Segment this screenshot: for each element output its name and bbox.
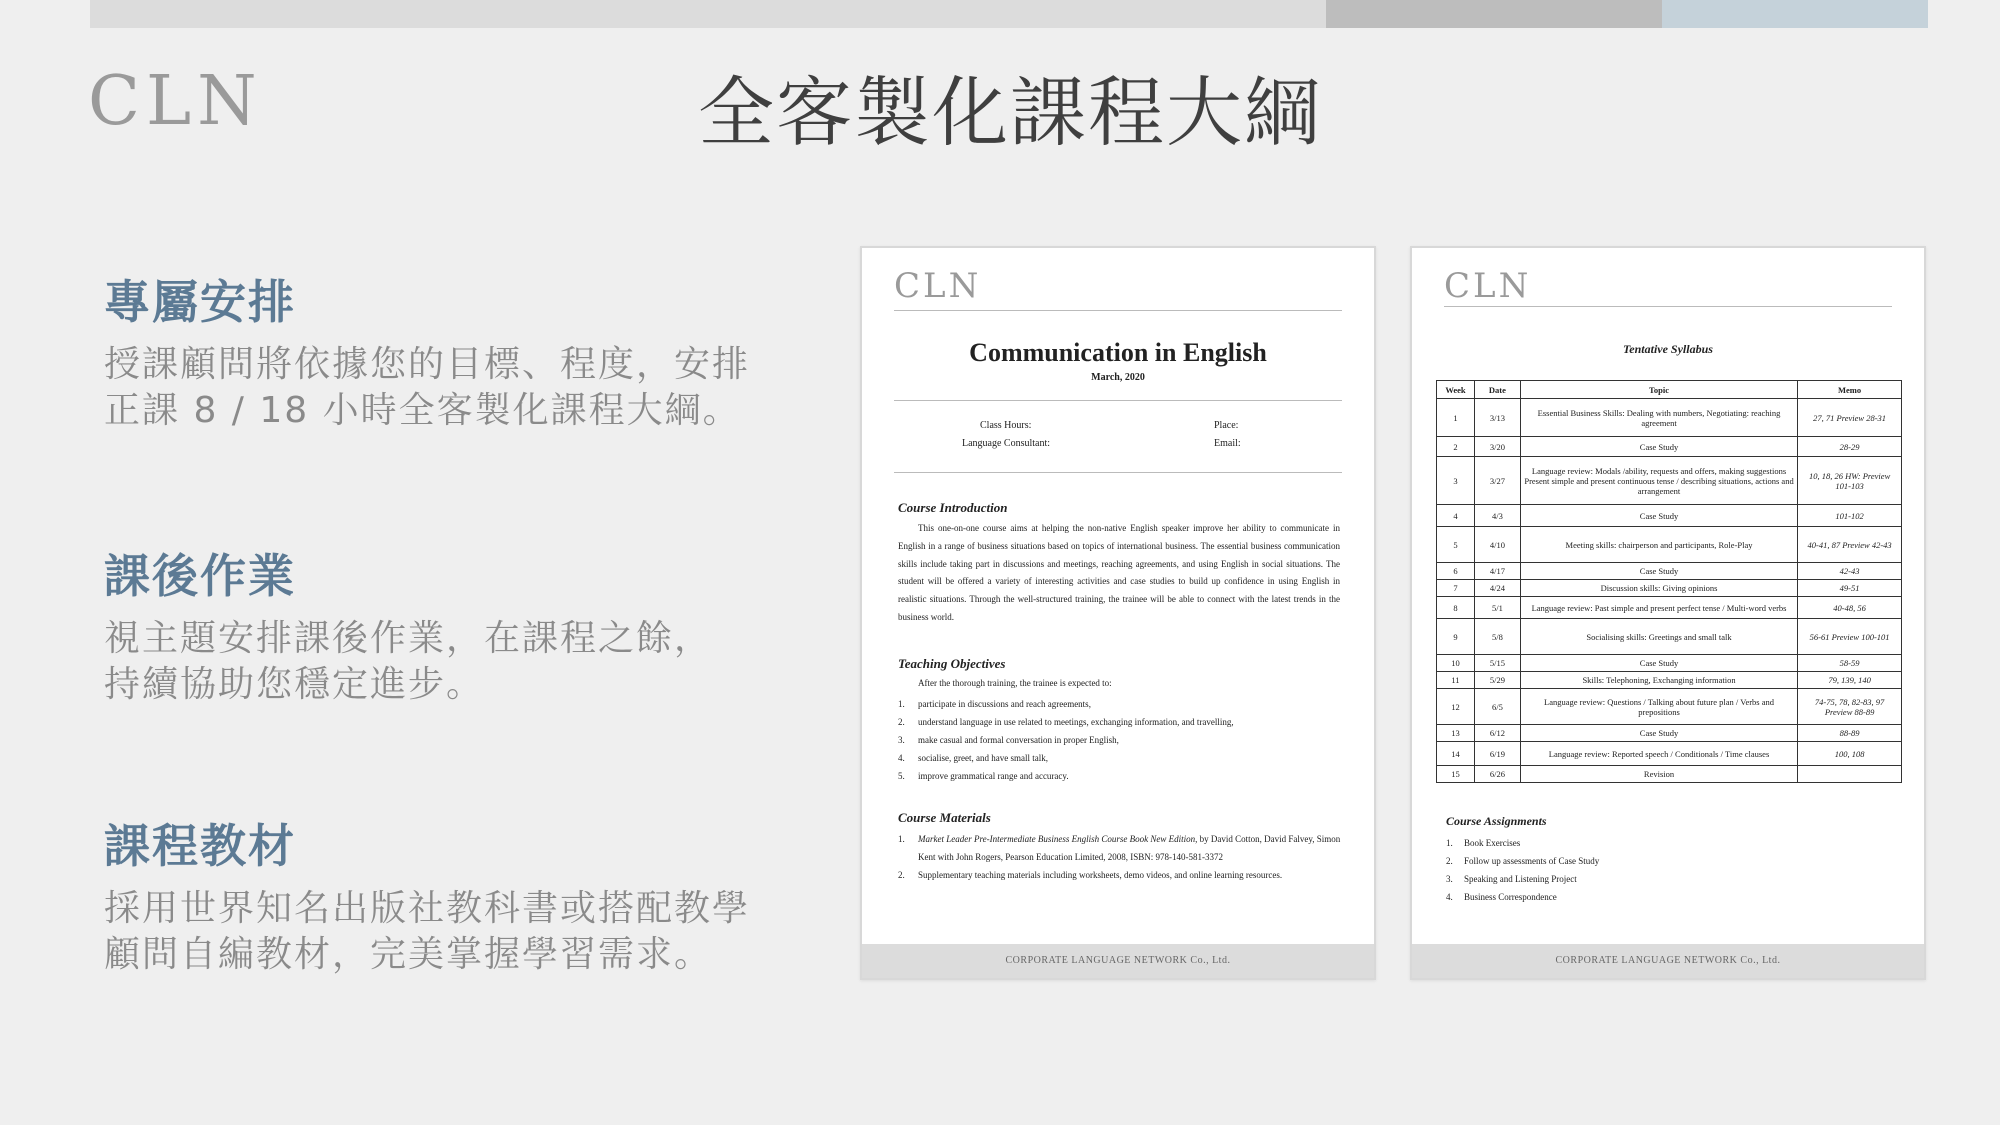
- column-header: Date: [1474, 381, 1520, 399]
- list-item: [898, 713, 1344, 731]
- column-header: Topic: [1520, 381, 1797, 399]
- table-row: [1437, 437, 1902, 457]
- syllabus-table: [1436, 380, 1902, 783]
- email-label: Email:: [1214, 438, 1241, 449]
- memo-cell: 88-89: [1798, 725, 1902, 742]
- topic-cell: Language review: Reported speech / Conditionals / Time clauses: [1520, 742, 1797, 766]
- objectives-intro: After the thorough training, the trainee is expected to:: [918, 678, 1112, 688]
- week-cell: 3: [1437, 457, 1475, 505]
- date-cell: 3/13: [1474, 399, 1520, 437]
- objectives-heading: Teaching Objectives: [898, 656, 1006, 671]
- item-number: 3.: [1446, 874, 1453, 884]
- item-number: 2.: [898, 717, 905, 727]
- item-number: 4.: [1446, 892, 1453, 902]
- item-text: improve grammatical range and accuracy.: [918, 771, 1069, 781]
- assignments-list: [1446, 834, 1599, 906]
- list-item: [898, 731, 1344, 749]
- item-number: 2.: [1446, 856, 1453, 866]
- memo-cell: 74-75, 78, 82-83, 97 Preview 88-89: [1798, 689, 1902, 725]
- feature-heading: 課程教材: [104, 819, 296, 873]
- top-bar-segment-dark: [1326, 0, 1662, 28]
- table-row: [1437, 457, 1902, 505]
- topic-cell: Discussion skills: Giving opinions: [1520, 580, 1797, 597]
- memo-cell: 28-29: [1798, 437, 1902, 457]
- item-text: by David Cotton, David Falvey, Simon Kent with John Rogers, Pearson Education Limited, 2008, ISBN: 978-140-581-3372: [918, 834, 1341, 862]
- feature-description: [104, 616, 804, 708]
- topic-cell: Language review: Questions / Talking about future plan / Verbs and prepositions: [1520, 689, 1797, 725]
- item-number: 1.: [898, 699, 905, 709]
- intro-heading: Course Introduction: [898, 500, 1008, 515]
- place-label: Place:: [1214, 420, 1239, 431]
- date-cell: 6/19: [1474, 742, 1520, 766]
- item-number: 1.: [1446, 838, 1453, 848]
- table-row: [1437, 580, 1902, 597]
- table-row: [1437, 399, 1902, 437]
- divider: [894, 472, 1342, 473]
- class-hours-label: Class Hours:: [980, 420, 1032, 431]
- divider: [894, 400, 1342, 401]
- topic-cell: Essential Business Skills: Dealing with numbers, Negotiating: reaching agreement: [1520, 399, 1797, 437]
- column-header: Week: [1437, 381, 1475, 399]
- memo-cell: 49-51: [1798, 580, 1902, 597]
- feature-section-arrangement: [104, 266, 804, 434]
- top-bar-segment-blue: [1662, 0, 1928, 28]
- table-row: [1437, 742, 1902, 766]
- feature-heading: 課後作業: [104, 549, 296, 603]
- feature-line: 持續協助您穩定進步。: [104, 664, 485, 705]
- memo-cell: 40-48, 56: [1798, 597, 1902, 619]
- table-row: [1437, 527, 1902, 563]
- table-row: [1437, 619, 1902, 655]
- table-row: [1437, 725, 1902, 742]
- week-cell: 9: [1437, 619, 1475, 655]
- top-bar-segment-gray: [90, 0, 1326, 28]
- memo-cell: 10, 18, 26 HW: Preview 101-103: [1798, 457, 1902, 505]
- feature-line: 採用世界知名出版社教科書或搭配教學: [104, 888, 751, 929]
- date-cell: 5/15: [1474, 655, 1520, 672]
- document-date: March, 2020: [1091, 372, 1145, 383]
- date-cell: 4/24: [1474, 580, 1520, 597]
- date-cell: 4/3: [1474, 505, 1520, 527]
- table-row: [1437, 766, 1902, 783]
- list-item: [898, 767, 1344, 785]
- week-cell: 1: [1437, 399, 1475, 437]
- memo-cell: 27, 71 Preview 28-31: [1798, 399, 1902, 437]
- list-item: [1446, 870, 1599, 888]
- week-cell: 8: [1437, 597, 1475, 619]
- materials-heading: Course Materials: [898, 810, 991, 825]
- week-cell: 4: [1437, 505, 1475, 527]
- week-cell: 6: [1437, 563, 1475, 580]
- week-cell: 5: [1437, 527, 1475, 563]
- item-text: Speaking and Listening Project: [1464, 874, 1577, 884]
- divider: [1444, 306, 1892, 307]
- brand-logo: CLN: [88, 62, 263, 141]
- memo-cell: 79, 139, 140: [1798, 672, 1902, 689]
- feature-description: [104, 342, 804, 434]
- list-item: [898, 866, 1344, 884]
- assignments-heading: Course Assignments: [1446, 814, 1547, 828]
- topic-cell: Case Study: [1520, 725, 1797, 742]
- topic-cell: Language review: Modals /ability, requests and offers, making suggestions Present simple and present continuous tense / describing situations, actions and arrangement: [1520, 457, 1797, 505]
- column-header: Memo: [1798, 381, 1902, 399]
- syllabus-table-body: [1437, 399, 1902, 783]
- memo-cell: 100, 108: [1798, 742, 1902, 766]
- item-text: understand language in use related to meetings, exchanging information, and travelling,: [918, 717, 1234, 727]
- list-item: [898, 695, 1344, 713]
- item-text: Supplementary teaching materials including worksheets, demo videos, and online learning resources.: [918, 870, 1283, 880]
- document-logo: CLN: [1444, 266, 1532, 306]
- item-number: 2.: [898, 870, 905, 880]
- week-cell: 7: [1437, 580, 1475, 597]
- list-item: [1446, 834, 1599, 852]
- materials-list: [898, 830, 1344, 884]
- list-item: [898, 749, 1344, 767]
- topic-cell: Case Study: [1520, 563, 1797, 580]
- item-text: Follow up assessments of Case Study: [1464, 856, 1600, 866]
- feature-heading: 專屬安排: [104, 275, 296, 329]
- feature-description: [104, 886, 804, 978]
- memo-cell: 58-59: [1798, 655, 1902, 672]
- page-title: 全客製化課程大綱: [698, 68, 1322, 157]
- date-cell: 5/8: [1474, 619, 1520, 655]
- date-cell: 5/1: [1474, 597, 1520, 619]
- topic-cell: Language review: Past simple and present perfect tense / Multi-word verbs: [1520, 597, 1797, 619]
- item-number: 5.: [898, 771, 905, 781]
- list-item: [1446, 852, 1599, 870]
- week-cell: 11: [1437, 672, 1475, 689]
- topic-cell: Skills: Telephoning, Exchanging information: [1520, 672, 1797, 689]
- course-outline-document: [860, 246, 1376, 980]
- memo-cell: [1798, 766, 1902, 783]
- week-cell: 15: [1437, 766, 1475, 783]
- objectives-list: [898, 695, 1344, 785]
- document-logo: CLN: [894, 266, 982, 306]
- memo-cell: 40-41, 87 Preview 42-43: [1798, 527, 1902, 563]
- top-accent-bar: [90, 0, 1928, 28]
- topic-cell: Case Study: [1520, 655, 1797, 672]
- feature-section-homework: [104, 540, 804, 708]
- table-row: [1437, 672, 1902, 689]
- table-row: [1437, 655, 1902, 672]
- date-cell: 6/26: [1474, 766, 1520, 783]
- week-cell: 13: [1437, 725, 1475, 742]
- list-item: [898, 830, 1344, 866]
- feature-line: 正課 8 / 18 小時全客製化課程大綱。: [104, 390, 741, 431]
- item-text: participate in discussions and reach agreements,: [918, 699, 1091, 709]
- document-footer: CORPORATE LANGUAGE NETWORK Co., Ltd.: [1412, 944, 1924, 978]
- date-cell: 3/20: [1474, 437, 1520, 457]
- intro-body: This one-on-one course aims at helping the non-native English speaker improve her ability to communicate in English in a range of business situations based on topics of international business. The essential business communication skills include taking part in discussions and meetings, reaching agreements, and using English in social situations. The student will be offered a variety of interesting activities and case studies to build up confidence in using English in realistic situations. Through the well-structured training, the trainee will be able to connect with the latest trends in the business world.: [898, 523, 1340, 622]
- syllabus-title: Tentative Syllabus: [1623, 342, 1713, 356]
- week-cell: 12: [1437, 689, 1475, 725]
- document-title: Communication in English: [969, 338, 1267, 367]
- feature-section-materials: [104, 810, 804, 978]
- consultant-label: Language Consultant:: [962, 438, 1051, 449]
- item-number: 4.: [898, 753, 905, 763]
- week-cell: 10: [1437, 655, 1475, 672]
- syllabus-document: [1410, 246, 1926, 980]
- date-cell: 4/10: [1474, 527, 1520, 563]
- table-row: [1437, 689, 1902, 725]
- week-cell: 14: [1437, 742, 1475, 766]
- topic-cell: Case Study: [1520, 505, 1797, 527]
- memo-cell: 42-43: [1798, 563, 1902, 580]
- memo-cell: 56-61 Preview 100-101: [1798, 619, 1902, 655]
- date-cell: 4/17: [1474, 563, 1520, 580]
- table-row: [1437, 505, 1902, 527]
- list-item: [1446, 888, 1599, 906]
- topic-cell: Revision: [1520, 766, 1797, 783]
- item-text: Book Exercises: [1464, 838, 1521, 848]
- date-cell: 3/27: [1474, 457, 1520, 505]
- item-text: Business Correspondence: [1464, 892, 1557, 902]
- topic-cell: Meeting skills: chairperson and participants, Role-Play: [1520, 527, 1797, 563]
- document-footer: CORPORATE LANGUAGE NETWORK Co., Ltd.: [862, 944, 1374, 978]
- memo-cell: 101-102: [1798, 505, 1902, 527]
- table-header-row: [1437, 381, 1902, 399]
- item-text: socialise, greet, and have small talk,: [918, 753, 1048, 763]
- topic-cell: Socialising skills: Greetings and small talk: [1520, 619, 1797, 655]
- topic-cell: Case Study: [1520, 437, 1797, 457]
- date-cell: 6/12: [1474, 725, 1520, 742]
- date-cell: 6/5: [1474, 689, 1520, 725]
- table-row: [1437, 563, 1902, 580]
- feature-line: 授課顧問將依據您的目標、程度，安排: [104, 344, 751, 385]
- week-cell: 2: [1437, 437, 1475, 457]
- feature-line: 視主題安排課後作業，在課程之餘，: [104, 618, 713, 659]
- item-text: make casual and formal conversation in proper English,: [918, 735, 1119, 745]
- item-number: 3.: [898, 735, 905, 745]
- table-row: [1437, 597, 1902, 619]
- feature-line: 顧問自編教材，完美掌握學習需求。: [104, 934, 713, 975]
- item-number: 1.: [898, 834, 905, 844]
- book-title: Market Leader Pre-Intermediate Business English Course Book New Edition,: [918, 834, 1198, 844]
- divider: [894, 310, 1342, 311]
- date-cell: 5/29: [1474, 672, 1520, 689]
